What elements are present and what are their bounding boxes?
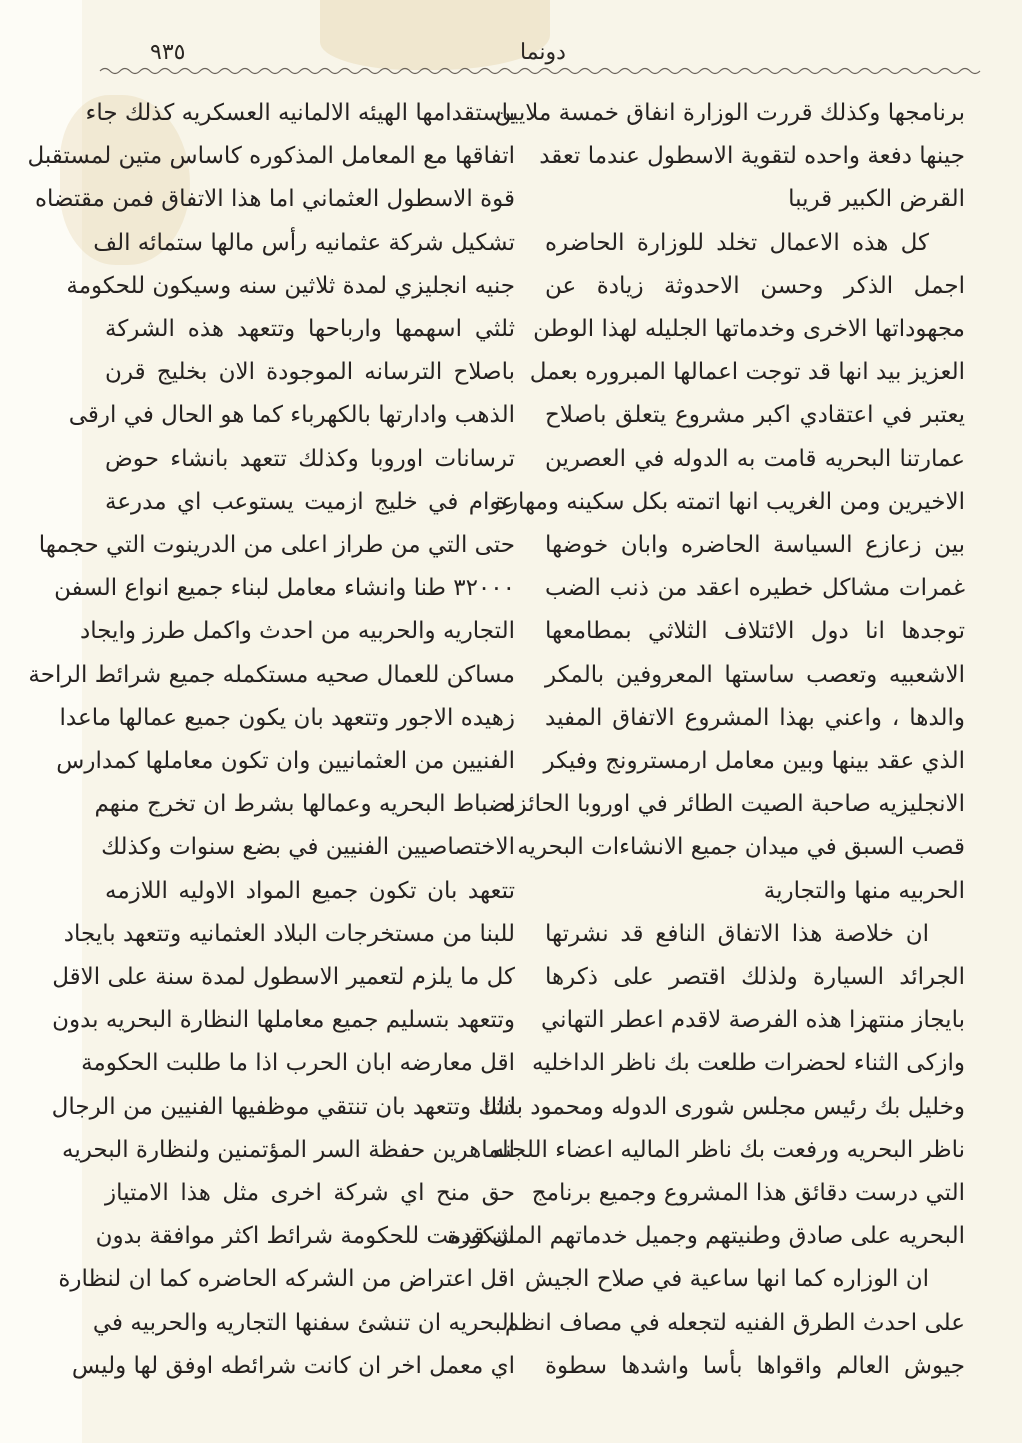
text-line: اقل معارضه ابان الحرب اذا ما طلبت الحكومة: [81, 1050, 515, 1077]
text-line: وخليل بك رئيس مجلس شورى الدوله ومحمود باشا: [483, 1093, 965, 1120]
text-line: الفنيين من العثمانيين وان تكون معاملها كمدارس: [56, 748, 515, 775]
text-line: قصب السبق في ميدان جميع الانشاءات البحريه: [517, 834, 965, 861]
text-line: وتتعهد بتسليم جميع معاملها النظارة البحريه بدون: [52, 1007, 515, 1034]
text-line: الذهب وادارتها بالكهرباء كما هو الحال في ارقى: [68, 402, 515, 429]
text-line: وازكى الثناء لحضرات طلعت بك ناظر الداخليه: [532, 1050, 965, 1077]
text-line: مجهوداتها الاخرى وخدماتها الجليله لهذا الوطن: [533, 316, 965, 343]
text-line: اتفاقها مع المعامل المذكوره كاساس متين لمستقبل: [27, 143, 515, 170]
text-line: ان قدمت للحكومة شرائط اكثر موافقة بدون: [95, 1223, 515, 1250]
text-line: يعتبر في اعتقادي اكبر مشروع يتعلق باصلاح: [545, 402, 965, 429]
text-line: البحريه على صادق وطنيتهم وجميل خدماتهم المشكورة: [447, 1223, 965, 1250]
text-line: التجاريه والحربيه من احدث واكمل طرز وايجاد: [79, 618, 515, 645]
text-line: لضباط البحريه وعمالها بشرط ان تخرج منهم: [94, 791, 515, 818]
page-number: ٩٣٥: [150, 40, 186, 65]
text-line: الانجليزيه صاحبة الصيت الطائر في اوروبا الحائزه: [503, 791, 965, 818]
text-line: على احدث الطرق الفنيه لتجعله في مصاف انظم: [504, 1309, 965, 1336]
header-rule: [100, 66, 980, 76]
text-line: باستقدامها الهيئه الالمانيه العسكريه كذلك جاء: [85, 100, 515, 126]
text-line: توجدها انا دول الائتلاف الثلاثي بمطامعها: [545, 618, 965, 645]
text-line: ناظر البحريه ورفعت بك ناظر الماليه اعضاء اللجنه: [492, 1136, 965, 1163]
text-line: ان الوزاره كما انها ساعية في صلاح الجيش: [524, 1266, 929, 1293]
text-line: العزيز بيد انها قد توجت اعمالها المبروره بعمل: [529, 359, 965, 386]
text-line: الحربيه منها والتجارية: [763, 877, 965, 904]
text-line: كل ما يلزم لتعمير الاسطول لمدة سنة على الاقل: [52, 964, 515, 991]
text-line: ترسانات اوروبا وكذلك تتعهد بانشاء حوض: [105, 445, 515, 472]
text-line: للبنا من مستخرجات البلاد العثمانيه وتتعهد بايجاد: [63, 920, 515, 947]
text-line: الاختصاصيين الفنيين في بضع سنوات وكذلك: [101, 834, 515, 861]
text-line: الماهرين حفظة السر المؤتمنين ولنظارة البحريه: [61, 1136, 515, 1163]
text-line: اقل اعتراض من الشركه الحاضره كما ان لنظارة: [58, 1266, 515, 1293]
text-line: الاشعبيه وتعصب ساستها المعروفين بالمكر: [545, 661, 965, 688]
text-line: تتعهد بان تكون جميع المواد الاوليه اللازمه: [105, 877, 515, 904]
text-line: برنامجها وكذلك قررت الوزارة انفاق خمسة ملايين: [494, 100, 965, 126]
text-line: جيوش العالم واقواها بأسا واشدها سطوة: [545, 1352, 965, 1379]
text-line: والدها ، واعني بهذا المشروع الاتفاق المفيد: [545, 704, 965, 731]
text-line: غمرات مشاكل خطيره اعقد من ذنب الضب: [545, 575, 965, 602]
text-column-left: [27, 92, 515, 1388]
text-line: بين زعازع السياسة الحاضره وابان خوضها: [545, 532, 965, 559]
text-line: الاخيرين ومن الغريب انها اتمته بكل سكينه ومهارة: [494, 488, 965, 515]
text-line: التي درست دقائق هذا المشروع وجميع برنامج: [531, 1180, 965, 1207]
text-line: تشكيل شركة عثمانيه رأس مالها ستمائه الف: [93, 229, 515, 256]
text-line: جينها دفعة واحده لتقوية الاسطول عندما تعقد: [539, 143, 965, 170]
text-line: ٣٢٠٠٠ طنا وانشاء معامل لبناء جميع انواع السفن: [54, 575, 515, 602]
text-line: حتى التي من طراز اعلى من الدرينوت التي حجمها: [38, 532, 515, 559]
text-line: زهيده الاجور وتتعهد بان يكون جميع عمالها ماعدا: [59, 704, 515, 731]
text-line: قوة الاسطول العثماني اما هذا الاتفاق فمن مقتضاه: [34, 186, 515, 213]
text-line: عمارتنا البحريه قامت به الدوله في العصرين: [545, 445, 965, 472]
text-line: الذي عقد بينها وبين معامل ارمسترونج وفيكر: [543, 748, 965, 775]
text-line: ان خلاصة هذا الاتفاق النافع قد نشرتها: [545, 920, 929, 947]
text-line: القرض الكبير قريبا: [788, 186, 965, 213]
text-line: اي معمل اخر ان كانت شرائطه اوفق لها وليس: [71, 1352, 515, 1379]
text-line: ثلثي اسهمها وارباحها وتتعهد هذه الشركة: [105, 316, 515, 343]
running-title: دونما: [520, 40, 566, 65]
text-line: كل هذه الاعمال تخلد للوزارة الحاضره: [545, 229, 929, 256]
text-line: حق منح اي شركة اخرى مثل هذا الامتياز: [105, 1180, 515, 1207]
text-line: باصلاح الترسانه الموجودة الان بخليج قرن: [105, 359, 515, 386]
text-line: بايجاز منتهزا هذه الفرصة لاقدم اعطر التهاني: [541, 1007, 965, 1034]
text-line: جنيه انجليزي لمدة ثلاثين سنه وسيكون للحكومة: [66, 272, 515, 299]
text-line: مساكن للعمال صحيه مستكمله جميع شرائط الراحة: [28, 661, 515, 688]
text-line: ذلك وتتعهد بان تنتقي موظفيها الفنيين من الرجال: [51, 1093, 515, 1120]
text-column-right: [447, 92, 965, 1388]
text-line: عوام في خليج ازميت يستوعب اي مدرعة: [105, 488, 515, 515]
text-line: اجمل الذكر وحسن الاحدوثة زيادة عن: [545, 272, 965, 299]
text-line: الجرائد السيارة ولذلك اقتصر على ذكرها: [545, 964, 965, 991]
text-line: البحريه ان تنشئ سفنها التجاريه والحربيه في: [92, 1309, 515, 1336]
